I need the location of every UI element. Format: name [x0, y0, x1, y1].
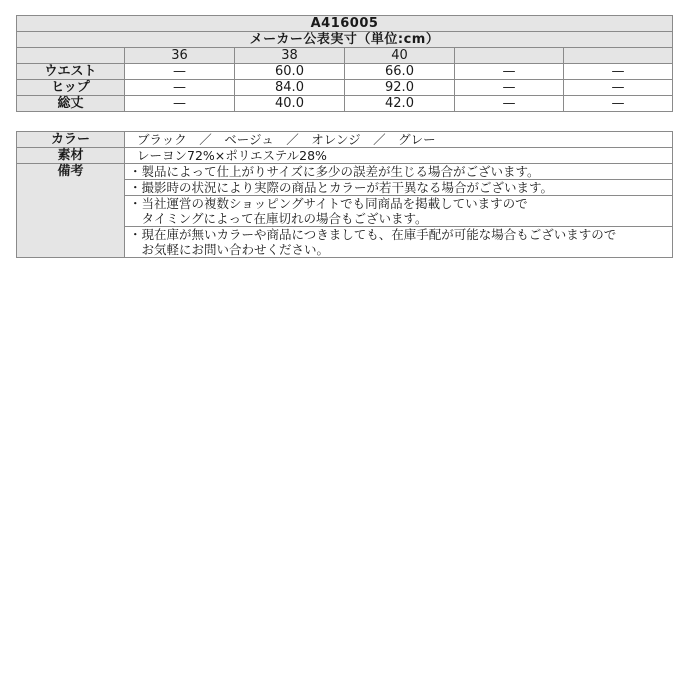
table-cell: —: [564, 80, 673, 96]
row-label-hip: ヒップ: [17, 80, 125, 96]
info-table: [16, 131, 673, 258]
color-value: ブラック ／ ベージュ ／ オレンジ ／ グレー: [125, 132, 673, 148]
material-row: [17, 148, 673, 164]
table-cell: 84.0: [235, 80, 345, 96]
notes-label: 備考: [17, 164, 125, 258]
table-cell: —: [564, 96, 673, 112]
subtitle-row: [17, 32, 673, 48]
note-item: [125, 180, 673, 196]
note-item: [125, 164, 673, 180]
size-header-empty: [455, 48, 564, 64]
note-line: ・製品によって仕上がりサイズに多少の誤差が生じる場合がございます。: [129, 164, 540, 179]
product-code: A416005: [17, 16, 673, 32]
color-row: [17, 132, 673, 148]
table-row: [17, 80, 673, 96]
table-cell: —: [455, 80, 564, 96]
table-cell: 40.0: [235, 96, 345, 112]
note-line: ・現在庫が無いカラーや商品につきましても、在庫手配が可能な場合もございますので: [129, 227, 617, 242]
table-cell: —: [125, 64, 235, 80]
table-row: [17, 96, 673, 112]
size-table-subtitle: メーカー公表実寸（単位:cm）: [17, 32, 673, 48]
table-cell: 60.0: [235, 64, 345, 80]
note-item: [125, 227, 673, 258]
table-cell: —: [455, 64, 564, 80]
size-header-corner: [17, 48, 125, 64]
size-header-38: 38: [235, 48, 345, 64]
size-header-row: [17, 48, 673, 64]
material-value: レーヨン72%×ポリエステル28%: [125, 148, 673, 164]
table-cell: 66.0: [345, 64, 455, 80]
title-row: [17, 16, 673, 32]
color-label: カラー: [17, 132, 125, 148]
table-cell: —: [125, 80, 235, 96]
table-cell: 92.0: [345, 80, 455, 96]
table-row: [17, 64, 673, 80]
size-header-36: 36: [125, 48, 235, 64]
note-line: ・撮影時の状況により実際の商品とカラーが若干異なる場合がございます。: [129, 180, 554, 195]
table-cell: 42.0: [345, 96, 455, 112]
table-cell: —: [564, 64, 673, 80]
material-label: 素材: [17, 148, 125, 164]
table-cell: —: [455, 96, 564, 112]
note-line: お気軽にお問い合わせください。: [129, 242, 330, 257]
size-header-empty: [564, 48, 673, 64]
row-label-waist: ウエスト: [17, 64, 125, 80]
note-line: タイミングによって在庫切れの場合もございます。: [129, 211, 428, 226]
note-item: [125, 196, 673, 227]
size-table: [16, 15, 673, 112]
row-label-length: 総丈: [17, 96, 125, 112]
table-cell: —: [125, 96, 235, 112]
note-line: ・当社運営の複数ショッピングサイトでも同商品を掲載していますので: [129, 196, 528, 211]
notes-row: [17, 164, 673, 180]
size-header-40: 40: [345, 48, 455, 64]
